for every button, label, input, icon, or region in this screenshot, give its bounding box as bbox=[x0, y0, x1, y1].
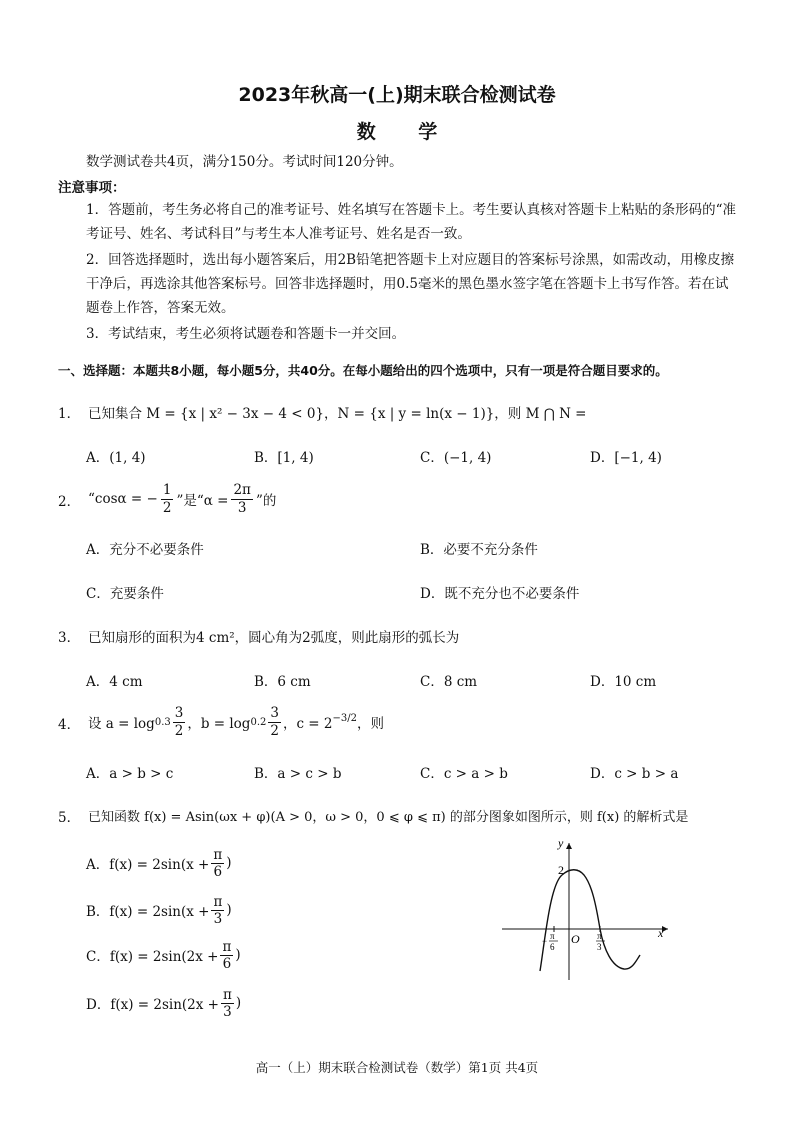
q4-option-d: D．c > b > a bbox=[590, 766, 679, 782]
q4-base-a: 0.3 bbox=[154, 716, 171, 728]
q4-stem-part-c: ，c = 2 bbox=[282, 716, 333, 732]
notes-heading: 注意事项： bbox=[58, 180, 126, 196]
left-tick-num: π bbox=[550, 931, 555, 941]
q5-option-d-fraction bbox=[221, 987, 234, 1020]
q1-stem: 已知集合 M = {x | x² − 3x − 4 < 0}，N = {x | y = ln(x − 1)}，则 M ⋂ N = bbox=[88, 406, 587, 422]
q2-option-b: B．必要不充分条件 bbox=[420, 542, 538, 558]
q2-number: 2． bbox=[58, 494, 81, 510]
q5-option-d-num: π bbox=[222, 986, 232, 1003]
page-footer: 高一（上）期末联合检测试卷（数学）第1页 共4页 bbox=[255, 1060, 539, 1075]
q1-number: 1． bbox=[58, 406, 81, 422]
q4-stem-part-b: ，b = log bbox=[187, 716, 251, 732]
q5-option-c-fraction bbox=[220, 939, 233, 972]
subject-title: 数 学 bbox=[356, 121, 456, 143]
q5-option-a-num: π bbox=[213, 846, 223, 863]
q5-stem: 已知函数 f(x) = Asin(ωx + φ)(A > 0，ω > 0，0 ⩽ φ ⩽ π) 的部分图象如图所示，则 f(x) 的解析式是 bbox=[88, 810, 689, 825]
q2-stem bbox=[88, 477, 276, 521]
q4-frac-a-den: 2 bbox=[174, 722, 184, 739]
q5-function-graph bbox=[500, 835, 680, 985]
q5-option-d-suffix: ) bbox=[235, 995, 242, 1011]
q4-option-a: A．a > b > c bbox=[86, 766, 174, 782]
right-tick-num: π bbox=[597, 931, 602, 941]
q2-option-c: C．充要条件 bbox=[86, 586, 164, 602]
q4-stem-part-a: 设 a = log bbox=[88, 716, 155, 732]
q3-option-c: C．8 cm bbox=[420, 674, 478, 690]
q2-fraction-1 bbox=[161, 482, 174, 517]
q1-option-b: B．[1, 4) bbox=[254, 450, 314, 466]
q2-frac1-den: 2 bbox=[162, 499, 172, 516]
q5-option-a-suffix: ) bbox=[226, 855, 232, 871]
q5-option-d-prefix: D．f(x) = 2sin(2x + bbox=[86, 997, 219, 1013]
q4-base-b: 0.2 bbox=[250, 716, 267, 728]
exam-intro: 数学测试卷共4页，满分150分。考试时间120分钟。 bbox=[86, 154, 403, 170]
q3-option-b: B．6 cm bbox=[254, 674, 311, 690]
q5-number: 5． bbox=[58, 810, 81, 826]
q5-option-b-den: 3 bbox=[213, 910, 223, 927]
left-tick-sign: − bbox=[542, 936, 548, 946]
note-item-1: 1．答题前，考生务必将自己的准考证号、姓名填写在答题卡上。考生要认真核对答题卡上粘贴的条形码的“准考证号、姓名、考试科目”与考生本人准考证号、姓名是否一致。 bbox=[86, 202, 736, 242]
q4-frac-a-num: 3 bbox=[174, 704, 184, 721]
q5-option-a-den: 6 bbox=[213, 863, 223, 880]
q2-frac1-num: 1 bbox=[162, 481, 172, 498]
q5-option-c-prefix: C．f(x) = 2sin(2x + bbox=[86, 949, 219, 965]
q4-fraction-b bbox=[268, 705, 281, 740]
q1-option-c: C．(−1, 4) bbox=[420, 450, 492, 466]
q5-option-a bbox=[86, 843, 231, 883]
q5-option-b bbox=[86, 890, 232, 930]
q1-option-d: D．[−1, 4) bbox=[590, 450, 662, 466]
q2-option-d: D．既不充分也不必要条件 bbox=[420, 586, 580, 602]
q2-fraction-2 bbox=[231, 482, 252, 517]
right-tick-den: 3 bbox=[597, 942, 602, 952]
q5-option-c bbox=[86, 935, 241, 975]
q5-option-b-prefix: B．f(x) = 2sin(x + bbox=[86, 904, 210, 920]
q4-exponent-c: −3/2 bbox=[332, 712, 357, 724]
note-item-3: 3．考试结束，考生必须将试题卷和答题卡一并交回。 bbox=[86, 326, 406, 342]
section1-heading: 一、选择题：本题共8小题，每小题5分，共40分。在每小题给出的四个选项中，只有一项是符合题目要求的。 bbox=[58, 363, 668, 378]
exam-title: 2023年秋高一(上)期末联合检测试卷 bbox=[238, 84, 556, 106]
q5-option-a-fraction bbox=[211, 847, 224, 880]
q5-option-c-suffix: ) bbox=[235, 947, 241, 963]
sine-curve bbox=[540, 870, 640, 971]
x-axis-label: x bbox=[658, 926, 664, 940]
q4-stem-part-d: ，则 bbox=[356, 716, 384, 732]
peak-value-label: 2 bbox=[558, 863, 564, 877]
q5-option-c-den: 6 bbox=[222, 955, 232, 972]
q5-option-d-den: 3 bbox=[223, 1003, 232, 1020]
q5-option-c-num: π bbox=[222, 938, 232, 955]
note-item-2: 2．回答选择题时，选出每小题答案后，用2B铅笔把答题卡上对应题目的答案标号涂黑，如需改动，用橡皮擦干净后，再选涂其他答案标号。回答非选择题时，用0.5毫米的黑色墨水签字笔在答题卡上书写作答。若在试题卷上作答，答案无效。 bbox=[86, 252, 735, 316]
q4-frac-b-num: 3 bbox=[270, 704, 279, 721]
q2-stem-part-b: ”是“α = bbox=[176, 493, 229, 509]
q4-option-b: B．a > c > b bbox=[254, 766, 342, 782]
q2-frac2-num: 2π bbox=[233, 481, 251, 498]
q5-option-b-num: π bbox=[213, 893, 223, 910]
y-axis-label: y bbox=[558, 836, 564, 850]
q5-option-b-suffix: ) bbox=[226, 902, 232, 918]
q5-option-d bbox=[86, 983, 241, 1023]
origin-label: O bbox=[571, 932, 580, 946]
q4-option-c: C．c > a > b bbox=[420, 766, 508, 782]
q2-stem-part-a: “cosα = − bbox=[88, 491, 158, 507]
q3-option-d: D．10 cm bbox=[590, 674, 657, 690]
q4-frac-b-den: 2 bbox=[270, 722, 279, 739]
q4-fraction-a bbox=[173, 705, 186, 740]
q4-number: 4． bbox=[58, 717, 81, 733]
q1-option-a: A．(1, 4) bbox=[86, 450, 146, 466]
q2-stem-part-c: ”的 bbox=[255, 493, 277, 509]
q3-stem: 已知扇形的面积为4 cm²，圆心角为2弧度，则此扇形的弧长为 bbox=[88, 630, 460, 646]
q4-stem bbox=[88, 700, 384, 744]
left-tick-den: 6 bbox=[550, 942, 555, 952]
q2-option-a: A．充分不必要条件 bbox=[86, 542, 204, 558]
q2-frac2-den: 3 bbox=[237, 499, 247, 516]
q5-option-b-fraction bbox=[211, 894, 224, 927]
q5-option-a-prefix: A．f(x) = 2sin(x + bbox=[86, 857, 210, 873]
q3-option-a: A．4 cm bbox=[86, 674, 143, 690]
q3-number: 3． bbox=[58, 630, 81, 646]
